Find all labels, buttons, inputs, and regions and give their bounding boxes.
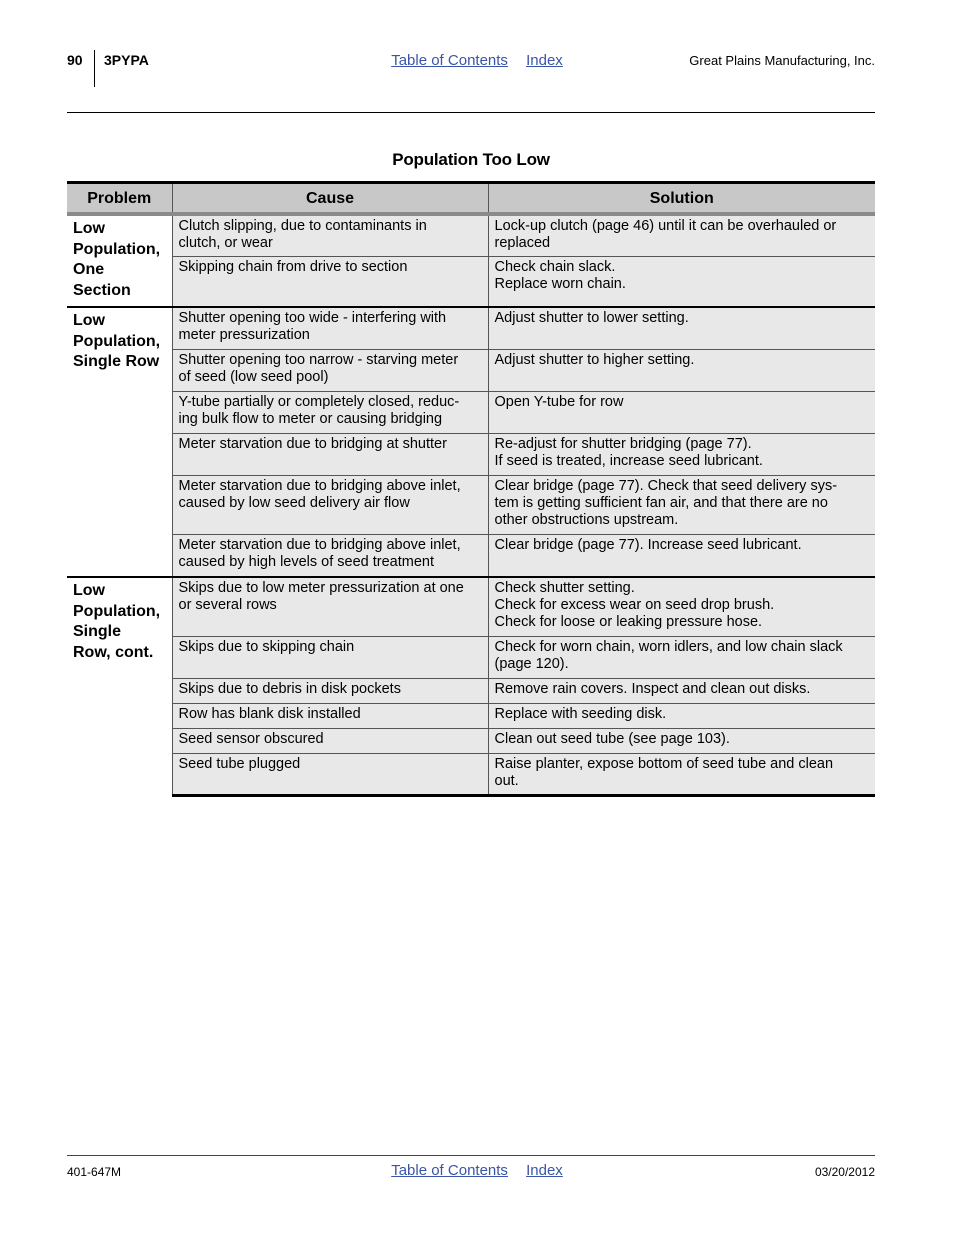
- solution-cell: [488, 349, 875, 391]
- problem-header: Problem: [67, 183, 172, 215]
- document-code: 3PYPA: [104, 52, 149, 68]
- solution-cell: [488, 256, 875, 307]
- problem-line: Section: [73, 281, 131, 299]
- header-rule: [67, 112, 875, 113]
- table-of-contents-link[interactable]: Table of Contents: [391, 1162, 508, 1179]
- cause-line: Meter starvation due to bridging at shutter: [178, 435, 447, 452]
- table-row: [67, 349, 875, 391]
- solution-cell: [488, 214, 875, 256]
- table-row: [67, 534, 875, 577]
- table-row: [67, 391, 875, 433]
- solution-line: Raise planter, expose bottom of seed tube and clean: [494, 755, 834, 772]
- cause-line: Seed tube plugged: [178, 755, 301, 772]
- solution-cell: [488, 475, 875, 534]
- solution-line: (page 120).: [494, 655, 569, 672]
- problem-line: Population,: [73, 602, 161, 620]
- solution-line: If seed is treated, increase seed lubricant.: [494, 452, 763, 469]
- cause-line: Y-tube partially or completely closed, reduc-: [178, 393, 460, 410]
- troubleshooting-table: [67, 181, 875, 797]
- solution-cell: [488, 433, 875, 475]
- cause-header: Cause: [172, 183, 488, 215]
- solution-line: Check chain slack.: [494, 258, 616, 275]
- table-of-contents-link[interactable]: Table of Contents: [391, 52, 508, 69]
- problem-cell: [67, 577, 172, 795]
- solution-line: Open Y-tube for row: [494, 393, 624, 410]
- solution-line: other obstructions upstream.: [494, 511, 679, 528]
- problem-line: Single Row: [73, 353, 160, 370]
- cause-cell: [172, 256, 488, 307]
- solution-cell: [488, 636, 875, 678]
- cause-cell: [172, 753, 488, 795]
- cause-line: Shutter opening too narrow - starving meter: [178, 351, 459, 368]
- table-row: [67, 475, 875, 534]
- problem-line: Population,: [73, 332, 161, 350]
- solution-line: Re-adjust for shutter bridging (page 77).: [494, 435, 752, 452]
- problem-cell: [67, 307, 172, 577]
- revision-date: 03/20/2012: [814, 1165, 875, 1179]
- cause-cell: [172, 391, 488, 433]
- solution-line: Adjust shutter to higher setting.: [494, 351, 695, 368]
- table-row: [67, 703, 875, 728]
- problem-line: Low: [73, 312, 105, 329]
- cause-line: Skips due to low meter pressurization at one: [178, 580, 464, 596]
- cause-line: Seed sensor obscured: [178, 730, 324, 747]
- solution-cell: [488, 577, 875, 636]
- solution-cell: [488, 534, 875, 577]
- problem-cell: [67, 214, 172, 307]
- solution-header: Solution: [488, 183, 875, 215]
- solution-line: Lock-up clutch (page 46) until it can be overhauled or: [494, 218, 837, 234]
- solution-line: Clear bridge (page 77). Increase seed lubricant.: [494, 536, 802, 553]
- cause-cell: [172, 475, 488, 534]
- cause-line: Meter starvation due to bridging above inlet,: [178, 536, 461, 553]
- cause-cell: [172, 678, 488, 703]
- page-number: 90: [67, 52, 83, 68]
- part-number: 401-647M: [67, 1165, 122, 1179]
- cause-cell: [172, 307, 488, 349]
- problem-line: One: [73, 261, 105, 278]
- cause-cell: [172, 433, 488, 475]
- cause-line: of seed (low seed pool): [178, 368, 329, 385]
- problem-line: Population,: [73, 240, 161, 258]
- solution-line: replaced: [494, 235, 551, 251]
- footer-rule: [67, 1155, 875, 1156]
- cause-line: Shutter opening too wide - interfering with: [178, 310, 447, 326]
- solution-cell: [488, 753, 875, 795]
- solution-line: Check shutter setting.: [494, 580, 635, 596]
- solution-line: out.: [494, 772, 519, 789]
- solution-line: Clean out seed tube (see page 103).: [494, 730, 730, 747]
- cause-line: caused by low seed delivery air flow: [178, 494, 410, 511]
- solution-line: Check for excess wear on seed drop brush.: [494, 597, 775, 613]
- solution-line: Adjust shutter to lower setting.: [494, 310, 689, 326]
- table-row: [67, 256, 875, 307]
- cause-line: clutch, or wear: [178, 235, 273, 251]
- cause-cell: [172, 636, 488, 678]
- table-row: [67, 433, 875, 475]
- cause-line: or several rows: [178, 597, 277, 613]
- cause-line: Row has blank disk installed: [178, 705, 361, 722]
- problem-line: Single: [73, 623, 122, 640]
- cause-line: ing bulk flow to meter or causing bridging: [178, 410, 443, 427]
- table-row: [67, 307, 875, 349]
- solution-line: tem is getting sufficient fan air, and that there are no: [494, 494, 828, 511]
- footer-nav: [0, 1162, 954, 1179]
- solution-line: Remove rain covers. Inspect and clean out disks.: [494, 680, 811, 697]
- cause-cell: [172, 349, 488, 391]
- problem-line: Low: [73, 220, 105, 237]
- solution-cell: [488, 391, 875, 433]
- table-body: [67, 214, 875, 795]
- solution-line: Replace worn chain.: [494, 275, 626, 292]
- cause-cell: [172, 534, 488, 577]
- table-row: [67, 753, 875, 795]
- company-name: Great Plains Manufacturing, Inc.: [689, 53, 875, 68]
- cause-line: Skips due to skipping chain: [178, 638, 355, 655]
- cause-cell: [172, 214, 488, 256]
- solution-cell: [488, 678, 875, 703]
- table-row: [67, 636, 875, 678]
- cause-line: Clutch slipping, due to contaminants in: [178, 218, 427, 234]
- table-row: [67, 214, 875, 256]
- cause-line: Skips due to debris in disk pockets: [178, 680, 401, 697]
- cause-cell: [172, 728, 488, 753]
- solution-cell: [488, 307, 875, 349]
- cause-line: meter pressurization: [178, 327, 310, 343]
- problem-line: Row, cont.: [73, 643, 154, 661]
- table-header-row: [67, 183, 875, 215]
- cause-line: Skipping chain from drive to section: [178, 258, 408, 275]
- table-row: [67, 728, 875, 753]
- cause-line: Meter starvation due to bridging above inlet,: [178, 477, 461, 494]
- index-link[interactable]: Index: [526, 1162, 563, 1179]
- table-title: Population Too Low: [392, 150, 550, 169]
- table-row: [67, 678, 875, 703]
- solution-line: Clear bridge (page 77). Check that seed delivery sys-: [494, 477, 838, 494]
- cause-cell: [172, 703, 488, 728]
- cause-line: caused by high levels of seed treatment: [178, 553, 435, 570]
- cause-cell: [172, 577, 488, 636]
- index-link[interactable]: Index: [526, 52, 563, 69]
- solution-cell: [488, 703, 875, 728]
- solution-line: Check for worn chain, worn idlers, and low chain slack: [494, 638, 843, 655]
- table-row: [67, 577, 875, 636]
- solution-cell: [488, 728, 875, 753]
- problem-line: Low: [73, 582, 105, 599]
- solution-line: Replace with seeding disk.: [494, 705, 667, 722]
- solution-line: Check for loose or leaking pressure hose.: [494, 614, 763, 630]
